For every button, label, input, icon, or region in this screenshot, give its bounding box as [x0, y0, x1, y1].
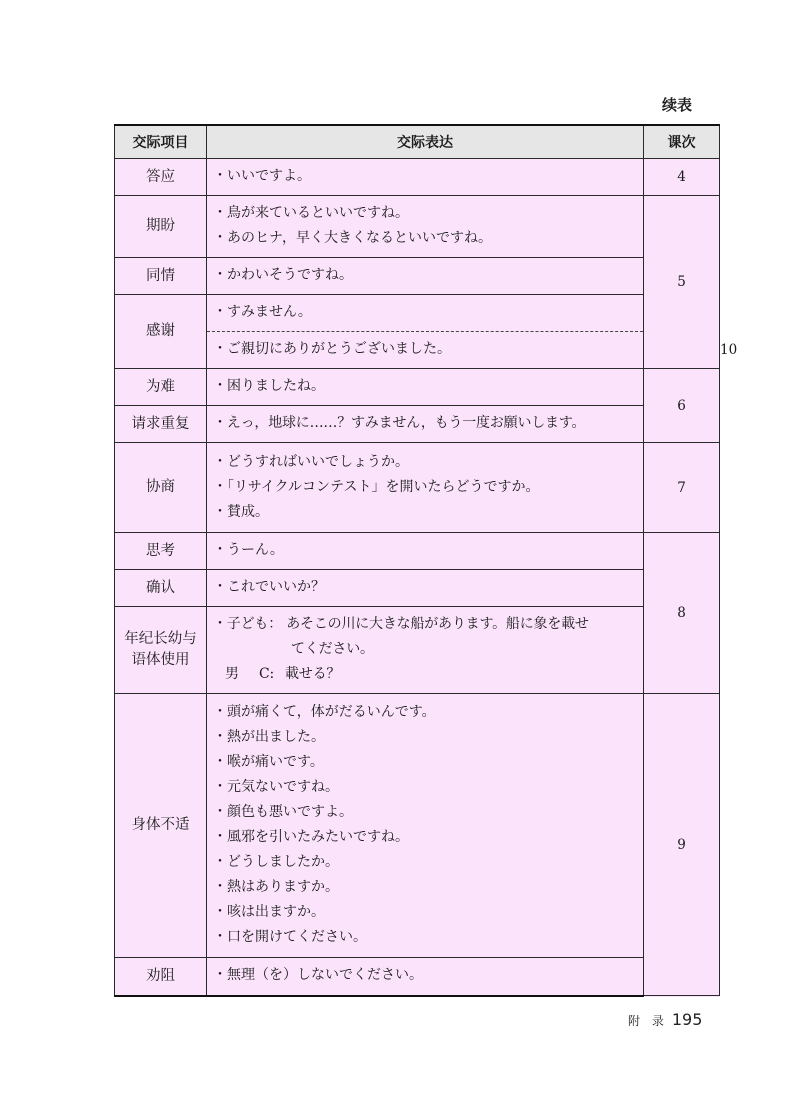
expression-cell: [207, 406, 644, 443]
expression-line: ・困りましたね。: [213, 378, 325, 394]
item-cell: 同情: [115, 258, 207, 295]
expression-line: ・子ども： あそこの川に大きな船があります。船に象を載せ: [213, 616, 589, 632]
expression-cell: [207, 258, 644, 295]
expression-line: [213, 662, 637, 687]
item-cell: 感谢: [115, 295, 207, 369]
expression-cell: [207, 533, 644, 570]
table-row: [115, 570, 720, 607]
item-cell: [115, 607, 207, 694]
expression-cell: [207, 958, 644, 996]
table-row: ・ご親切にありがとうございました。 10: [115, 332, 720, 369]
item-cell: 为难: [115, 369, 207, 406]
item-cell: 思考: [115, 533, 207, 570]
expression-cell: [207, 570, 644, 607]
page-number: 195: [671, 1010, 703, 1029]
item-label-line: 年纪长幼与: [124, 631, 197, 647]
expression-line: ・えっ，地球に……？すみません，もう一度お願いします。: [213, 415, 586, 431]
continued-label: 续表: [662, 96, 693, 114]
item-cell: 请求重复: [115, 406, 207, 443]
table-row: [115, 958, 720, 996]
table-row: [115, 694, 720, 958]
communication-table: [114, 124, 738, 997]
item-cell: 确认: [115, 570, 207, 607]
item-cell: 答应: [115, 159, 207, 196]
expression-line: ・どうすればいいでしょうか。: [213, 453, 409, 470]
table-row: [115, 533, 720, 570]
lesson-cell: 9: [644, 694, 720, 996]
expression-line: ・咳は出ますか。: [213, 904, 325, 920]
header-lesson: 课次: [644, 125, 720, 159]
table-row: [115, 369, 720, 406]
expression-line: ・あのヒナ，早く大きくなるといいですね。: [213, 230, 493, 246]
lesson-cell: 7: [644, 443, 720, 533]
item-cell: 协商: [115, 443, 207, 533]
expression-cell: [207, 332, 644, 369]
table-row: [115, 443, 720, 533]
item-label-line: 语体使用: [131, 652, 190, 668]
expression-line: ・風邪を引いたみたいですね。: [213, 829, 409, 845]
expression-cell: [207, 607, 644, 694]
expression-cell: [207, 295, 644, 332]
expression-line: ・すみません。: [213, 304, 312, 320]
expression-line: ・頭が痛くて，体がだるいんです。: [213, 704, 436, 720]
header-expression: 交际表达: [207, 125, 644, 159]
table-row: [115, 406, 720, 443]
expression-line: ・ご親切にありがとうございました。: [213, 341, 451, 357]
table-row: [115, 159, 720, 196]
expression-line: ・うーん。: [213, 542, 284, 558]
expression-line: ・かわいそうですね。: [213, 267, 353, 283]
speaker-name: 男: [225, 666, 239, 682]
speaker-role: C:: [259, 666, 275, 682]
lesson-cell: 5: [644, 196, 720, 369]
expression-line: ・熱が出ました。: [213, 729, 325, 745]
table-row: [115, 295, 720, 332]
appendix-label: 附 录: [628, 1014, 668, 1028]
page-footer: [628, 1010, 702, 1029]
expression-line: ・顔色も悪いですよ。: [213, 804, 353, 820]
header-item: 交际项目: [115, 125, 207, 159]
table-row: [115, 607, 720, 694]
expression-line: ・熱はありますか。: [213, 879, 339, 895]
expression-line: ・いいですよ。: [213, 168, 311, 184]
expression-line: ・口を開けてください。: [213, 929, 367, 945]
expression-line: ・元気ないですね。: [213, 779, 339, 795]
item-cell: 期盼: [115, 196, 207, 258]
item-cell: 身体不适: [115, 694, 207, 958]
expression-cell: [207, 694, 644, 958]
expression-line: ・賛成。: [213, 503, 269, 520]
expression-line: ・これでいいか？: [213, 579, 325, 595]
lesson-cell: 8: [644, 533, 720, 694]
lesson-cell: 4: [644, 159, 720, 196]
expression-line: ・どうしましたか。: [213, 854, 339, 870]
expression-cell: [207, 369, 644, 406]
expression-line: ・無理（を）しないでください。: [213, 967, 423, 984]
expression-line: てください。: [291, 641, 374, 657]
table-row: [115, 196, 720, 258]
expression-cell: [207, 443, 644, 533]
expression-line: ・鳥が来ているといいですね。: [213, 205, 409, 221]
speaker-line: 載せる？: [285, 666, 341, 682]
header-row: [115, 125, 720, 159]
expression-line: ・喉が痛いです。: [213, 754, 324, 770]
item-cell: 劝阻: [115, 958, 207, 996]
expression-line: ・「リサイクルコンテスト」を開いたらどうですか。: [213, 478, 540, 495]
expression-cell: [207, 159, 644, 196]
expression-cell: [207, 196, 644, 258]
table-row: [115, 258, 720, 295]
lesson-cell: 6: [644, 369, 720, 443]
